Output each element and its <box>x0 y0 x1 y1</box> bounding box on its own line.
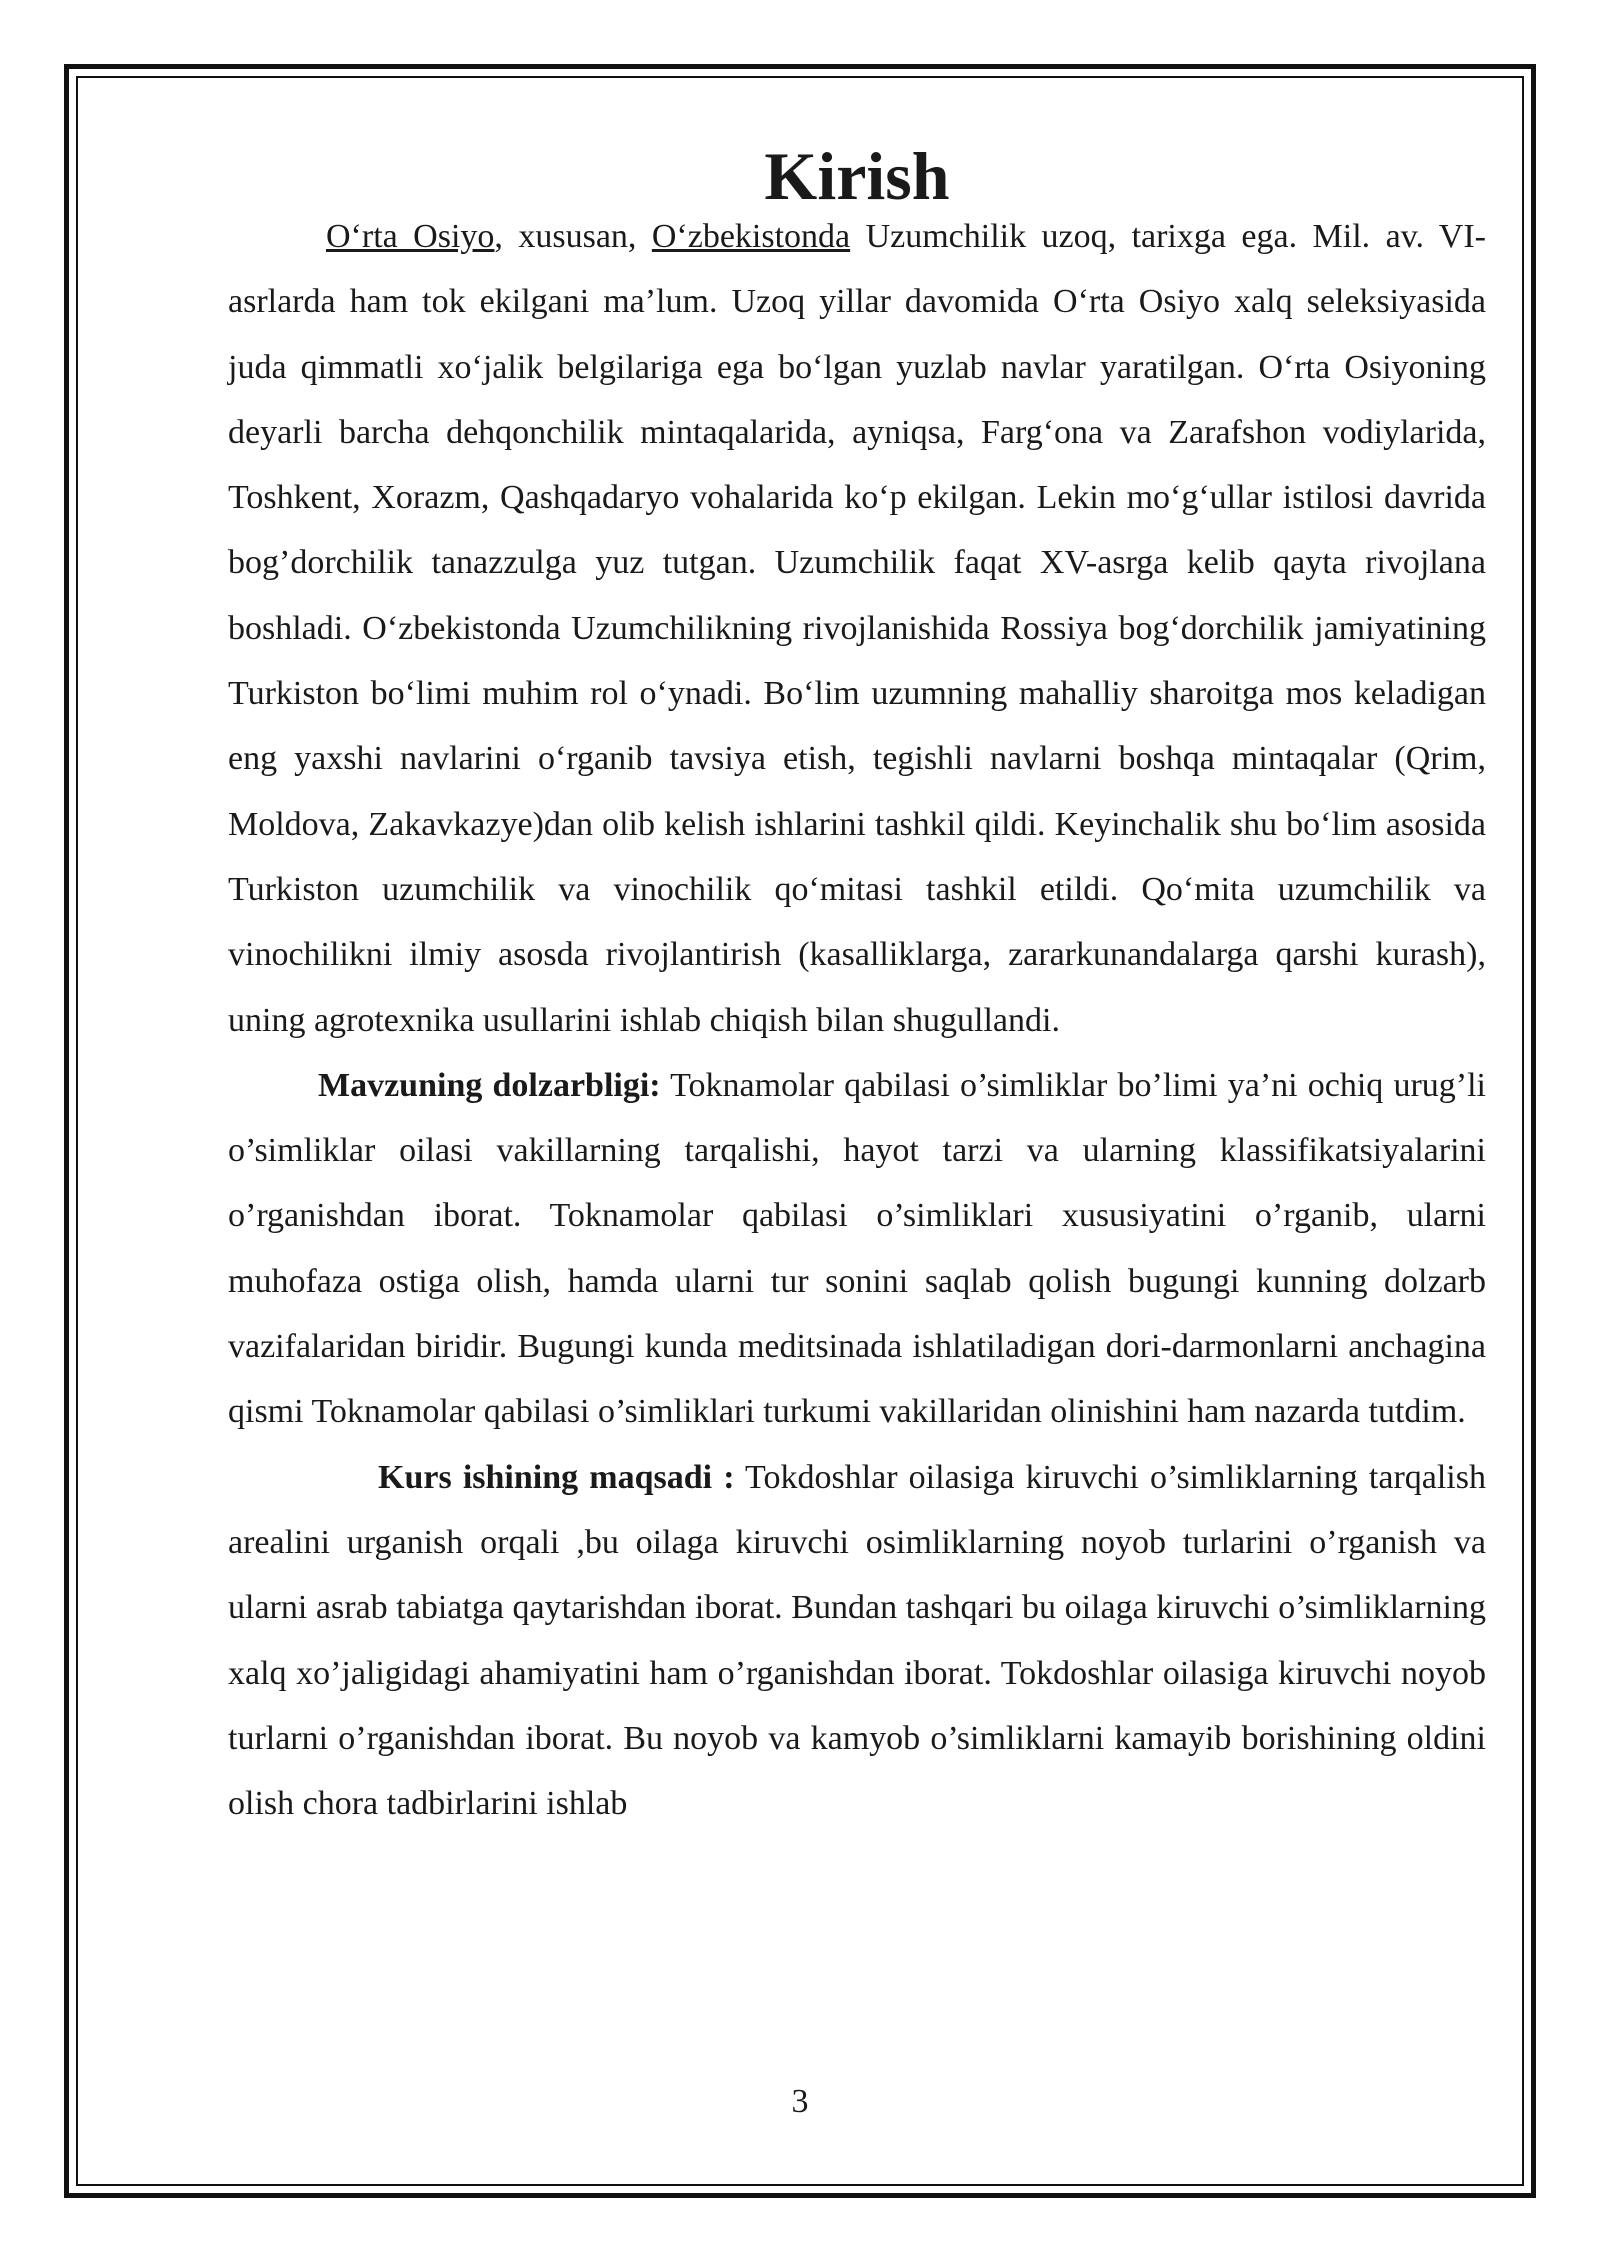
link-uzbekistan[interactable]: O‘zbekistonda <box>651 218 851 255</box>
paragraph-introduction <box>228 204 1486 1053</box>
section-heading-relevance: Mavzuning dolzarbligi: <box>318 1066 661 1104</box>
document-body <box>228 138 1487 1836</box>
paragraph-goal <box>228 1445 1486 1837</box>
paragraph-text: Uzumchilik uzoq, tarixga ega. Mil. av. VI-asrlarda ham tok ekilgani ma’lum. Uzoq yillar davomida O‘rta Osiyo xalq seleksiyasida juda qimmatli xo‘jalik belgilariga ega bo‘lgan yuzlab navlar yaratilgan. O‘rta Osiyoning deyarli barcha dehqonchilik mintaqalarida, ayniqsa, Farg‘ona va Zarafshon vodiylarida, Toshkent, Xorazm, Qashqadaryo vohalarida ko‘p ekilgan. Lekin mo‘g‘ullar istilosi davrida bog’dorchilik tanazzulga yuz tutgan. Uzumchilik faqat XV-asrga kelib qayta rivojlana boshladi. O‘zbekistonda Uzumchilikning rivojlanishida Rossiya bog‘dorchilik jamiyatining Turkiston bo‘limi muhim rol o‘ynadi. Bo‘lim uzumning mahalliy sharoitga mos keladigan eng yaxshi navlarini o‘rganib tavsiya etish, tegishli navlarni boshqa mintaqalar (Qrim, Moldova, Zakavkazye)dan olib kelish ishlarini tashkil qildi. Keyinchalik shu bo‘lim asosida Turkiston uzumchilik va vinochilik qo‘mitasi tashkil etildi. Qo‘mita uzumchilik va vinochilikni ilmiy asosda rivojlantirish (kasalliklarga, zararkunandalarga qarshi kurash), uning agrotexnika usullarini ishlab chiqish bilan shugullandi. <box>228 218 1487 1039</box>
paragraph-relevance <box>228 1053 1486 1445</box>
page-title: Kirish <box>764 138 950 214</box>
paragraph-text: , xususan, <box>494 218 652 255</box>
section-heading-goal: Kurs ishining maqsadi : <box>378 1458 735 1496</box>
paragraph-text: Tokdoshlar oilasiga kiruvchi o’simliklarning tarqalish arealini urganish orqali ,bu oilaga kiruvchi osimliklarning noyob turlarini o’rganish va ularni asrab tabiatga qaytarishdan iborat. Bundan tashqari bu oilaga kiruvchi o’simliklarning xalq xo’jaligidagi ahamiyatini ham o’rganishdan iborat. Tokdoshlar oilasiga kiruvchi noyob turlarni o’rganishdan iborat. Bu noyob va kamyob o’simliklarni kamayib borishining oldini olish chora tadbirlarini ishlab <box>228 1458 1486 1823</box>
link-central-asia[interactable]: O‘rta Osiyo <box>326 218 495 255</box>
paragraph-text: Toknamolar qabilasi o’simliklar bo’limi ya’ni ochiq urug’li o’simliklar oilasi vakillarning tarqalishi, hayot tarzi va ularning klassifikatsiyalarini o’rganishdan iborat. Toknamolar qabilasi o’simliklari xususiyatini o’rganib, ularni muhofaza ostiga olish, hamda ularni tur sonini saqlab qolish bugungi kunning dolzarb vazifalaridan biridir. Bugungi kunda meditsinada ishlatiladigan dori-darmonlarni anchagina qismi Toknamolar qabilasi o’simliklari turkumi vakillaridan olinishini ham nazarda tutdim. <box>228 1066 1486 1431</box>
page-number: 3 <box>791 2083 809 2120</box>
